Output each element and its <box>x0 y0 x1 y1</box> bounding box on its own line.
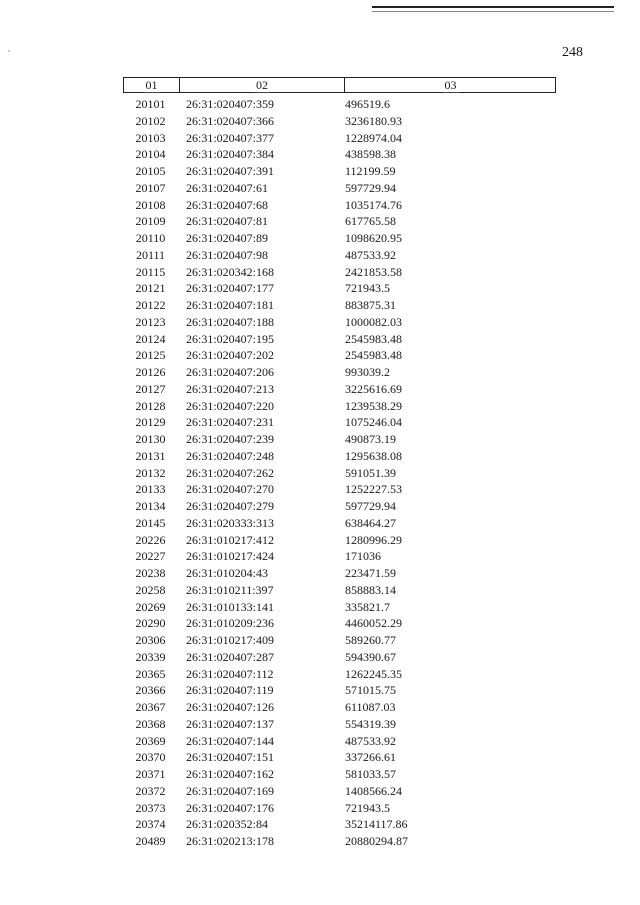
row-code-cell: 20371 <box>135 767 166 781</box>
row-code-cell: 20115 <box>135 264 166 279</box>
cadastral-number-cell: 26:31:020407:262 <box>186 465 275 480</box>
row-code-cell: 20130 <box>135 432 166 446</box>
row-code-cell: 20290 <box>135 616 166 631</box>
table-header <box>123 77 556 93</box>
cadastral-number-cell: 26:31:020352:84 <box>186 817 269 832</box>
cadastral-number-cell: 26:31:020342:168 <box>186 264 275 279</box>
cadastral-number-cell: 26:31:020407:213 <box>186 381 275 396</box>
table-row <box>123 113 556 130</box>
cadastral-number-cell: 26:31:010133:141 <box>186 599 275 614</box>
value-cell: 3225616.69 <box>345 381 402 396</box>
table-row <box>123 582 556 599</box>
row-code-cell: 20102 <box>135 113 166 128</box>
cadastral-number-cell: 26:31:020407:248 <box>186 448 275 463</box>
table-row <box>123 548 556 565</box>
value-cell: 1075246.04 <box>345 415 402 430</box>
row-code-cell: 20374 <box>135 817 166 832</box>
row-code-cell: 20339 <box>135 649 166 664</box>
table-row <box>123 699 556 716</box>
value-cell: 1035174.76 <box>345 197 402 212</box>
row-code-cell: 20110 <box>135 231 166 245</box>
cadastral-number-cell: 26:31:020407:126 <box>186 700 275 714</box>
value-cell: 1295638.08 <box>345 448 402 463</box>
cadastral-number-cell: 26:31:020407:89 <box>186 231 269 245</box>
value-cell: 591051.39 <box>345 465 396 480</box>
table-row <box>123 146 556 163</box>
cadastral-number-cell: 26:31:020407:384 <box>186 147 275 162</box>
value-cell: 1228974.04 <box>345 130 402 145</box>
column-header-03 <box>345 78 556 92</box>
cadastral-number-cell: 26:31:020407:119 <box>186 683 274 698</box>
cadastral-number-cell: 26:31:020407:98 <box>186 247 269 262</box>
table-row <box>123 347 556 364</box>
cadastral-number-cell: 26:31:020407:176 <box>186 800 275 815</box>
cadastral-number-cell: 26:31:020407:112 <box>186 666 274 681</box>
cadastral-number-cell: 26:31:020213:178 <box>186 834 275 848</box>
value-cell: 597729.94 <box>345 499 396 513</box>
row-code-cell: 20107 <box>135 180 166 195</box>
value-cell: 2545983.48 <box>345 331 402 346</box>
value-cell: 1239538.29 <box>345 398 402 413</box>
value-cell: 496519.6 <box>345 97 390 111</box>
column-header-02 <box>180 78 345 92</box>
table-row <box>123 733 556 750</box>
value-cell: 438598.38 <box>345 147 396 162</box>
table-row <box>123 481 556 498</box>
value-cell: 554319.39 <box>345 716 396 731</box>
value-cell: 335821.7 <box>345 599 390 614</box>
cadastral-number-cell: 26:31:010217:409 <box>186 633 275 647</box>
value-cell: 883875.31 <box>345 298 396 312</box>
cadastral-number-cell: 26:31:020407:270 <box>186 482 275 497</box>
value-cell: 721943.5 <box>345 281 390 296</box>
cadastral-number-cell: 26:31:020407:81 <box>186 214 269 229</box>
row-code-cell: 20369 <box>135 733 166 748</box>
value-cell: 490873.19 <box>345 432 396 446</box>
table-row <box>123 599 556 616</box>
table-row <box>123 465 556 482</box>
row-code-cell: 20227 <box>135 549 166 564</box>
data-table <box>123 77 556 850</box>
row-code-cell: 20132 <box>135 465 166 480</box>
cadastral-number-cell: 26:31:020407:162 <box>186 767 275 781</box>
value-cell: 4460052.29 <box>345 616 402 631</box>
value-cell: 571015.75 <box>345 683 396 698</box>
column-header-01-label: 01 <box>145 78 158 92</box>
cadastral-number-cell: 26:31:010209:236 <box>186 616 275 631</box>
cadastral-number-cell: 26:31:020407:287 <box>186 649 275 664</box>
table-row <box>123 130 556 147</box>
table-row <box>123 364 556 381</box>
cadastral-number-cell: 26:31:020407:137 <box>186 716 275 731</box>
cadastral-number-cell: 26:31:020407:61 <box>186 180 269 195</box>
value-cell: 35214117.86 <box>345 817 408 832</box>
table-row <box>123 515 556 532</box>
cadastral-number-cell: 26:31:020407:181 <box>186 298 275 312</box>
value-cell: 3236180.93 <box>345 113 402 128</box>
table-row <box>123 498 556 515</box>
cadastral-number-cell: 26:31:020407:144 <box>186 733 275 748</box>
row-code-cell: 20125 <box>135 348 166 363</box>
header-rule-thin <box>372 11 614 12</box>
cadastral-number-cell: 26:31:020407:391 <box>186 164 275 178</box>
column-header-01 <box>124 78 180 92</box>
table-row <box>123 247 556 264</box>
row-code-cell: 20489 <box>135 834 166 848</box>
table-row <box>123 398 556 415</box>
table-row <box>123 414 556 431</box>
value-cell: 594390.67 <box>345 649 396 664</box>
row-code-cell: 20365 <box>135 666 166 681</box>
row-code-cell: 20367 <box>135 700 166 714</box>
row-code-cell: 20104 <box>135 147 166 162</box>
row-code-cell: 20101 <box>135 97 166 111</box>
row-code-cell: 20109 <box>135 214 166 229</box>
row-code-cell: 20127 <box>135 381 166 396</box>
cadastral-number-cell: 26:31:020407:177 <box>186 281 275 296</box>
table-row <box>123 381 556 398</box>
table-row <box>123 264 556 281</box>
value-cell: 487533.92 <box>345 733 396 748</box>
row-code-cell: 20238 <box>135 566 166 580</box>
cadastral-number-cell: 26:31:020407:188 <box>186 314 275 329</box>
table-row <box>123 816 556 833</box>
column-header-02-label: 02 <box>256 78 268 92</box>
row-code-cell: 20133 <box>135 482 166 497</box>
cadastral-number-cell: 26:31:020407:195 <box>186 331 275 346</box>
table-row <box>123 749 556 766</box>
value-cell: 581033.57 <box>345 767 396 781</box>
column-header-03-label: 03 <box>444 78 457 92</box>
row-code-cell: 20111 <box>135 247 166 262</box>
row-code-cell: 20370 <box>135 750 166 765</box>
row-code-cell: 20258 <box>135 582 166 597</box>
table-row <box>123 649 556 666</box>
cadastral-number-cell: 26:31:010217:412 <box>186 532 275 547</box>
cadastral-number-cell: 26:31:010204:43 <box>186 566 269 580</box>
value-cell: 2545983.48 <box>345 348 402 363</box>
cadastral-number-cell: 26:31:020407:239 <box>186 432 275 446</box>
table-row <box>123 716 556 733</box>
cadastral-number-cell: 26:31:020407:377 <box>186 130 275 145</box>
cadastral-number-cell: 26:31:020407:169 <box>186 783 275 798</box>
table-row <box>123 800 556 817</box>
value-cell: 171036 <box>345 549 381 564</box>
value-cell: 1098620.95 <box>345 231 402 245</box>
page-number: 248 <box>562 45 583 60</box>
table-row <box>123 632 556 649</box>
table-row <box>123 163 556 180</box>
table-row <box>123 666 556 683</box>
row-code-cell: 20372 <box>135 783 166 798</box>
scan-speck <box>8 50 10 52</box>
cadastral-number-cell: 26:31:010217:424 <box>186 549 275 564</box>
row-code-cell: 20121 <box>135 281 166 296</box>
value-cell: 1280996.29 <box>345 532 402 547</box>
table-row <box>123 96 556 113</box>
table-row <box>123 213 556 230</box>
cadastral-number-cell: 26:31:020407:151 <box>186 750 275 765</box>
cadastral-number-cell: 26:31:020407:366 <box>186 113 275 128</box>
table-row <box>123 682 556 699</box>
table-row <box>123 180 556 197</box>
row-code-cell: 20108 <box>135 197 166 212</box>
row-code-cell: 20373 <box>135 800 166 815</box>
row-code-cell: 20306 <box>135 633 166 647</box>
value-cell: 1252227.53 <box>345 482 402 497</box>
value-cell: 589260.77 <box>345 633 396 647</box>
row-code-cell: 20122 <box>135 298 166 312</box>
row-code-cell: 20366 <box>135 683 166 698</box>
row-code-cell: 20124 <box>135 331 166 346</box>
cadastral-number-cell: 26:31:020407:359 <box>186 97 275 111</box>
table-row <box>123 615 556 632</box>
value-cell: 858883.14 <box>345 582 396 597</box>
value-cell: 993039.2 <box>345 365 390 379</box>
row-code-cell: 20105 <box>135 164 166 178</box>
cadastral-number-cell: 26:31:010211:397 <box>186 582 274 597</box>
value-cell: 1408566.24 <box>345 783 402 798</box>
value-cell: 2421853.58 <box>345 264 402 279</box>
cadastral-number-cell: 26:31:020407:231 <box>186 415 275 430</box>
row-code-cell: 20226 <box>135 532 166 547</box>
value-cell: 611087.03 <box>345 700 396 714</box>
table-row <box>123 565 556 582</box>
table-row <box>123 230 556 247</box>
table-row <box>123 297 556 314</box>
row-code-cell: 20131 <box>135 448 166 463</box>
row-code-cell: 20269 <box>135 599 166 614</box>
value-cell: 1000082.03 <box>345 314 402 329</box>
row-code-cell: 20368 <box>135 716 166 731</box>
row-code-cell: 20129 <box>135 415 166 430</box>
table-row <box>123 532 556 549</box>
table-row <box>123 783 556 800</box>
table-row <box>123 280 556 297</box>
cadastral-number-cell: 26:31:020407:202 <box>186 348 275 363</box>
value-cell: 1262245.35 <box>345 666 402 681</box>
row-code-cell: 20103 <box>135 130 166 145</box>
header-rule-thick <box>372 6 614 8</box>
table-row <box>123 197 556 214</box>
row-code-cell: 20126 <box>135 365 166 379</box>
value-cell: 112199.59 <box>345 164 396 178</box>
value-cell: 617765.58 <box>345 214 396 229</box>
value-cell: 337266.61 <box>345 750 396 765</box>
cadastral-number-cell: 26:31:020407:68 <box>186 197 269 212</box>
table-row <box>123 331 556 348</box>
row-code-cell: 20134 <box>135 499 166 513</box>
cadastral-number-cell: 26:31:020407:206 <box>186 365 275 379</box>
table-row <box>123 431 556 448</box>
value-cell: 20880294.87 <box>345 834 408 848</box>
cadastral-number-cell: 26:31:020407:220 <box>186 398 275 413</box>
value-cell: 597729.94 <box>345 180 396 195</box>
table-row <box>123 448 556 465</box>
row-code-cell: 20128 <box>135 398 166 413</box>
table-row <box>123 314 556 331</box>
cadastral-number-cell: 26:31:020407:279 <box>186 499 275 513</box>
value-cell: 721943.5 <box>345 800 390 815</box>
row-code-cell: 20145 <box>135 515 166 530</box>
table-body <box>123 96 556 850</box>
cadastral-number-cell: 26:31:020333:313 <box>186 515 275 530</box>
table-row <box>123 833 556 850</box>
value-cell: 638464.27 <box>345 515 396 530</box>
value-cell: 487533.92 <box>345 247 396 262</box>
row-code-cell: 20123 <box>135 314 166 329</box>
value-cell: 223471.59 <box>345 566 396 580</box>
table-row <box>123 766 556 783</box>
